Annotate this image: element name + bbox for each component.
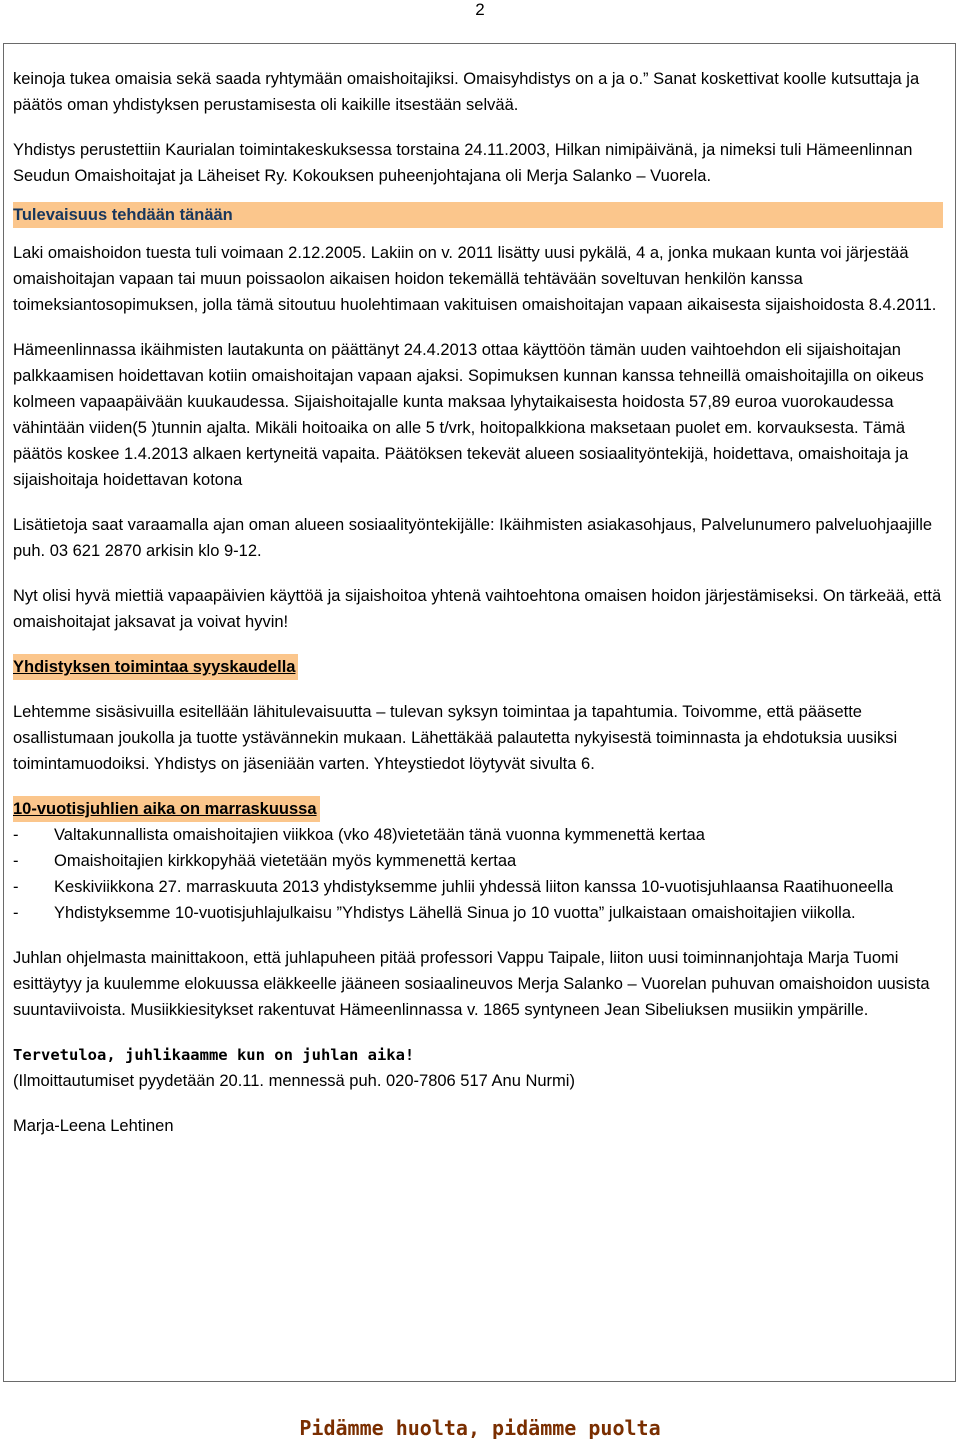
registration-text: (Ilmoittautumiset pyydetään 20.11. mennessä puh. 020-7806 517 Anu Nurmi) (13, 1072, 575, 1090)
article-content (13, 66, 943, 1139)
section-heading-anniversary: 10-vuotisjuhlien aika on marraskuussa (13, 796, 320, 822)
program-paragraph: Juhlan ohjelmasta mainittakoon, että juhlapuheen pitää professori Vappu Taipale, liiton uusi toiminnanjohtaja Marja Tuomi esittäytyy ja kuulemme elokuussa eläkkeelle jääneen sosiaalineuvos Merja Salanko – Vuorelan puhuvan omaishoidon uusista suuntaviivoista. Musiikkiesitykset rakentuvat Hämeenlinnassa v. 1865 syntyneen Jean Sibeliuksen musiikin ympärille. (13, 949, 930, 1019)
list-item: - Yhdistyksemme 10-vuotisjuhlajulkaisu ”Yhdistys Lähellä Sinua jo 10 vuotta” julkaistaan omaishoitajien viikolla. (13, 900, 943, 926)
section-heading-autumn-wrap (13, 654, 943, 680)
section-heading-anniversary-wrap (13, 796, 943, 822)
intro-paragraph-1: keinoja tukea omaisia sekä saada ryhtymään omaishoitajiksi. Omaisyhdistys on a ja o.” Sanat koskettivat koolle kutsuttaja ja päätös oman yhdistyksen perustamisesta oli kaikille itsestään selvää. (13, 70, 920, 114)
signature: Marja-Leena Lehtinen (13, 1117, 174, 1135)
intro-paragraph-2: Yhdistys perustettiin Kaurialan toimintakeskuksessa torstaina 24.11.2003, Hilkan nimipäivänä, ja nimeksi tuli Hämeenlinnan Seudun Omaishoitajat ja Läheiset Ry. Kokouksen puheenjohtajana oli Merja Salanko – Vuorela. (13, 141, 913, 185)
welcome-text: Tervetuloa, juhlikaamme kun on juhlan aika! (13, 1046, 415, 1064)
list-item: - Valtakunnallista omaishoitajien viikkoa (vko 48)vietetään tänä vuonna kymmenettä kertaa (13, 822, 943, 848)
section-heading-future: Tulevaisuus tehdään tänään (13, 202, 943, 228)
info-paragraph: Lisätietoja saat varaamalla ajan oman alueen sosiaalityöntekijälle: Ikäihmisten asiakasohjaus, Palvelunumero palveluohjaajille puh. 03 621 2870 arkisin klo 9-12. (13, 516, 933, 560)
list-item: - Omaishoitajien kirkkopyhää vietetään myös kymmenettä kertaa (13, 848, 943, 874)
list-item: - Keskiviikkona 27. marraskuuta 2013 yhdistyksemme juhlii yhdessä liiton kanssa 10-vuotisjuhlaansa Raatihuoneella (13, 874, 943, 900)
page-number: 2 (475, 0, 485, 19)
section-heading-autumn: Yhdistyksen toimintaa syyskaudella (13, 654, 298, 680)
advice-paragraph: Nyt olisi hyvä miettiä vapaapäivien käyttöä ja sijaishoitoa yhtenä vaihtoehtona omaisen hoidon järjestämiseksi. On tärkeää, että omaishoitajat jaksavat ja voivat hyvin! (13, 587, 942, 631)
autumn-paragraph: Lehtemme sisäsivuilla esitellään lähitulevaisuutta – tulevan syksyn toimintaa ja tapahtumia. Toivomme, että pääsette osallistumaan joukolla ja tuotte ystävännekin mukaan. Lähettäkää palautetta nykyisestä toiminnasta ja ehdotuksia uusiksi toimintamuodoiksi. Yhdistys on jäseniään varten. Yhteystiedot löytyvät sivulta 6. (13, 703, 898, 773)
anniversary-list (13, 822, 943, 926)
decision-paragraph: Hämeenlinnassa ikäihmisten lautakunta on päättänyt 24.4.2013 ottaa käyttöön tämän uuden vaihtoehdon eli sijaishoitajan palkkaamisen hoidettavan kotiin omaishoitajan vapaan ajaksi. Sopimuksen kunnan kanssa tehneillä omaishoitajilla on oikeus kolmeen vapaapäivään kuukaudessa. Sijaishoitajalle kunta maksaa lyhytaikaisesta hoidosta 57,89 euroa vuorokaudessa vähintään viiden(5 )tunnin ajalta. Mikäli hoitoaika on alle 5 t/vrk, hoitopalkkiona maksetaan puolet em. korvauksesta. Tämä päätös koskee 1.4.2013 alkaen kertyneitä vapaita. Päätöksen tekevät alueen sosiaalityöntekijä, hoidettava, omaishoitaja ja sijaishoitaja hoidettavan kotona (13, 341, 924, 489)
law-paragraph: Laki omaishoidon tuesta tuli voimaan 2.12.2005. Lakiin on v. 2011 lisätty uusi pykälä, 4 a, jonka mukaan kunta voi järjestää omaishoitajan vapaan tai muun poissaolon aikaisen hoidon tekemällä tehtävään soveltuvan henkilön kanssa toimeksiantosopimuksen, jolla tämä sitoutuu huolehtimaan vakituisen omaishoitajan vapaan aikaisesta sijaishoidosta 8.4.2011. (13, 244, 937, 314)
footer-slogan: Pidämme huolta, pidämme puolta (299, 1416, 661, 1440)
